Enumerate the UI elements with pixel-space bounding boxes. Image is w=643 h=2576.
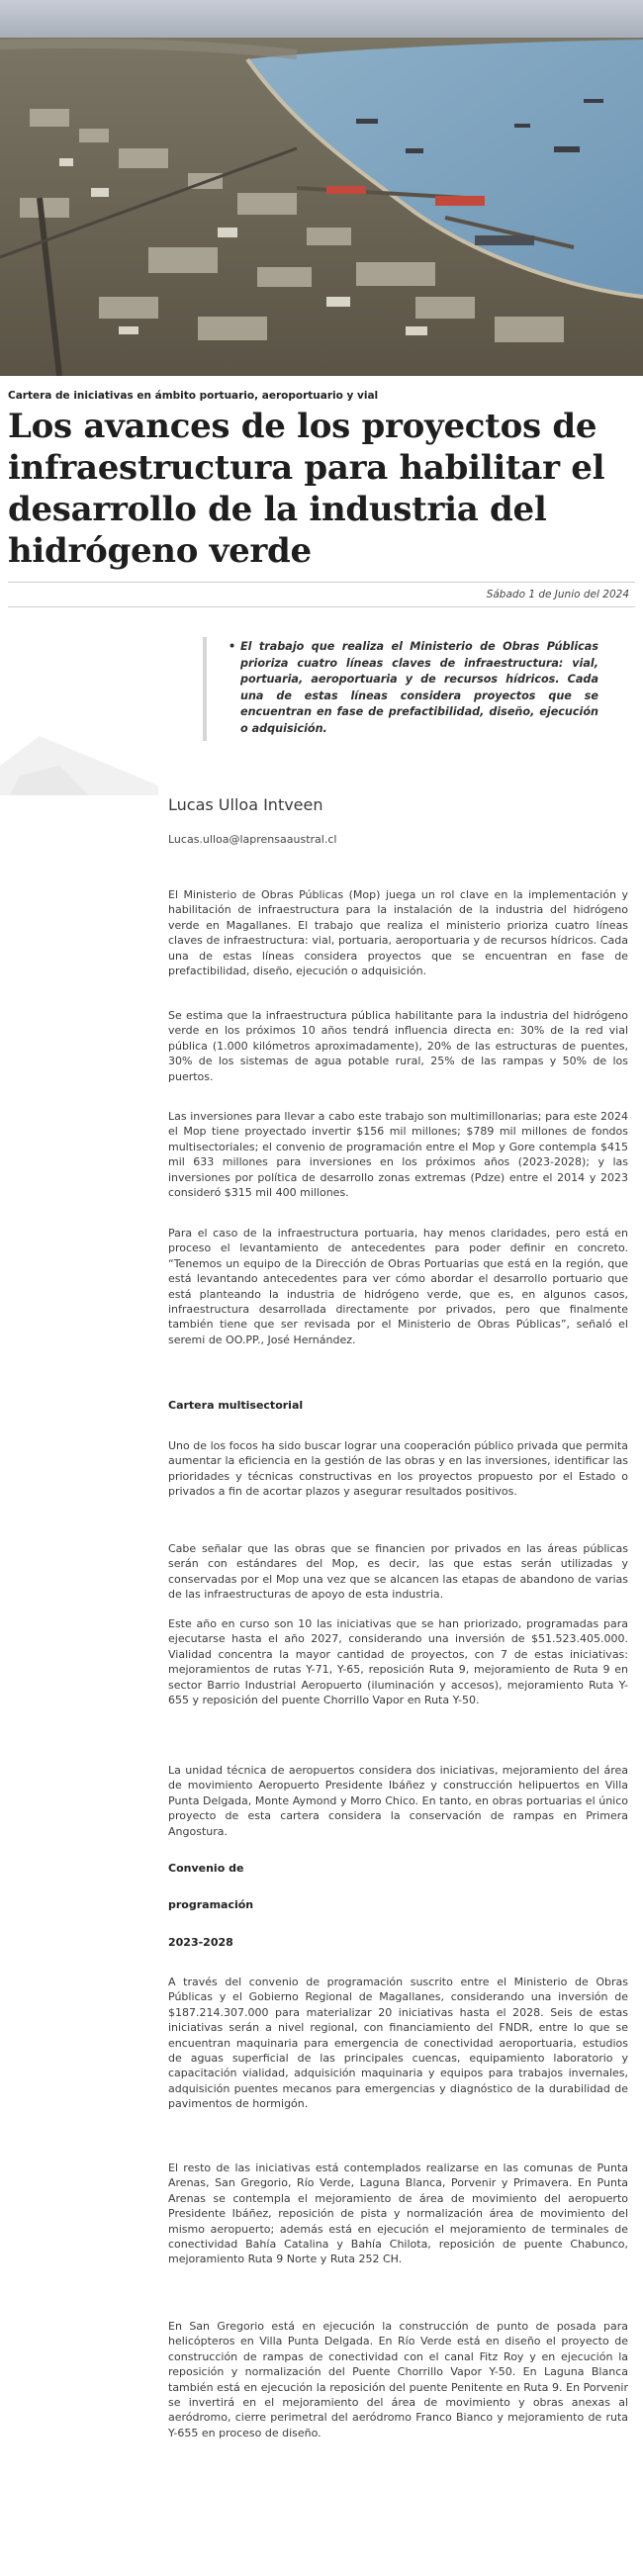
article-lead: • El trabajo que realiza el Ministerio de Obras Públicas prioriza cuatro líneas claves de infraestructura: vial, portuaria, aeroportuaria y de recursos hídricos. Cada una de estas líneas considera proyectos que se encuentran en fase de prefactibilidad, diseño, ejecución o adquisición. <box>240 639 598 737</box>
paragraph-8: La unidad técnica de aeropuertos considera dos iniciativas, mejoramiento del área de movimiento Aeropuerto Presidente Ibáñez y construcción helipuertos en Villa Punta Delgada, Monte Aymond y Morro Chico. En tanto, en obras portuarias el único proyecto de esta cartera considera la conservación de rampas en Primera Angostura. <box>168 1764 628 1838</box>
subheading-cartera: Cartera multisectorial <box>168 1399 304 1412</box>
paragraph-3: Las inversiones para llevar a cabo este trabajo son multimillonarias; para este 2024 el Mop tiene proyectado invertir $156 mil millones; $789 mil millones de fondos multisectoriales; el convenio de programación entre el Mop y Gore contempla $415 mil 633 millones para inversiones en los próximos años (2023-2028); y las inversiones por política de desarrollo zonas extremas (Pdze) entre el 2014 y 2023 consideró $315 mil 400 millones. <box>168 1110 628 1200</box>
subheading-convenio: Convenio de <box>168 1862 244 1875</box>
article-lead-quote <box>203 637 598 741</box>
paragraph-9: A través del convenio de programación suscrito entre el Ministerio de Obras Públicas y el Gobierno Regional de Magallanes, considerando una inversión de $187.214.307.000 para materializar 20 iniciativas hasta el 2028. Seis de estas iniciativas serán a nivel regional, con financiamiento del FNDR, entre lo que se encuentran maquinaria para emergencia de conectividad aeroportuaria, estudios de aguas superficial de las principales cuencas, equipamiento laboratorio y capacitación vialidad, adquisición maquinaria y equipos para trabajos invernales, adquisición puentes mecanos para emergencias y diagnóstico de la durabilidad de pavimentos de hormigón. <box>168 1976 628 2111</box>
aerial-port-image <box>0 0 643 376</box>
hero-photo <box>0 0 643 376</box>
paragraph-10: El resto de las iniciativas está contemplados realizarse en las comunas de Punta Arenas, San Gregorio, Río Verde, Laguna Blanca, Porvenir y Primavera. En Punta Arenas se contempla el mejoramiento de área de movimiento del aeropuerto Presidente Ibáñez, reposición de pista y normalización área de movimiento del mismo aeropuerto; además está en ejecución el mejoramiento de terminales de conectividad Bahía Catalina y Bahía Chilota, reposición de puente Chabunco, mejoramiento Ruta 9 Norte y Ruta 252 CH. <box>168 2162 628 2266</box>
paragraph-1: El Ministerio de Obras Públicas (Mop) juega un rol clave en la implementación y habilitación de infraestructura para la instalación de la industria del hidrógeno verde en Magallanes. El trabajo que realiza el ministerio prioriza cuatro líneas claves de infraestructura: vial, portuaria, aeroportuaria y de recursos hídricos. Cada una de estas líneas considera proyectos que se encuentran en fase de prefactibilidad, diseño, ejecución o adquisición. <box>168 888 628 978</box>
article-date-bar <box>8 582 635 607</box>
paragraph-5: Uno de los focos ha sido buscar lograr una cooperación público privada que permita aumentar la eficiencia en la gestión de las obras y en las inversiones, identificar las prioridades y técnicas constructivas en los proyectos propuesto por el Estado o privados a fin de acortar plazos y asegurar resultados positivos. <box>168 1439 628 1499</box>
article-body <box>0 785 643 2576</box>
author-email[interactable]: Lucas.ulloa@laprensaaustral.cl <box>168 833 337 846</box>
subheading-programacion: programación <box>168 1898 254 1911</box>
paragraph-6: Cabe señalar que las obras que se financien por privados en las áreas públicas serán con estándares del Mop, es decir, las que estas serán utilizadas y conservadas por el Mop una vez que se alcancen las etapas de abandono de varias de las infraestructuras de apoyo de esta industria. <box>168 1542 628 1602</box>
author-name: Lucas Ulloa Intveen <box>168 795 323 814</box>
subheading-years: 2023-2028 <box>168 1936 233 1949</box>
paragraph-7: Este año en curso son 10 las iniciativas que se han priorizado, programadas para ejecutarse hasta el año 2027, considerando una inversión de $51.523.405.000. Vialidad concentra la mayor cantidad de proyectos, con 7 de estas iniciativas: mejoramientos de rutas Y-71, Y-65, reposición Ruta 9, mejoramiento de Ruta 9 en sector Barrio Industrial Aeropuerto (iluminación y accesos), mejoramiento Ruta Y-655 y reposición del puente Chorrillo Vapor en Ruta Y-50. <box>168 1617 628 1707</box>
article-date: Sábado 1 de Junio del 2024 <box>486 589 629 600</box>
decorative-shape <box>0 706 158 795</box>
paragraph-4: Para el caso de la infraestructura portuaria, hay menos claridades, pero está en proceso el levantamiento de antecedentes para poder definir en concreto. “Tenemos un equipo de la Dirección de Obras Portuarias que está en la región, que está levantando antecedentes para ver cómo abordar el desarrollo portuario que está planteando la industria de hidrógeno verde, que es, en algunos casos, infraestructura desarrollada directamente por privados, pero que finalmente también tiene que ser revisada por el Ministerio de Obras Públicas”, señaló el seremi de OO.PP., José Hernández. <box>168 1227 628 1346</box>
paragraph-11: En San Gregorio está en ejecución la construcción de punto de posada para helicópteros en Villa Punta Delgada. En Río Verde está en diseño el proyecto de construcción de rampas de conectividad con el canal Fitz Roy y en ejecución la reposición y normalización del Puente Chorrillo Vapor Y-50. En Laguna Blanca también está en ejecución la reposición del puente Penitente en Ruta 9. En Porvenir se invertirá en el mejoramiento del área de movimiento y obras anexas al aeródromo, cierre perimetral del aeródromo Franco Bianco y mejoramiento de ruta Y-655 en proceso de diseño. <box>168 2320 628 2439</box>
article-title: Los avances de los proyectos de infraestructura para habilitar el desarrollo de la industria del hidrógeno verde <box>8 407 605 571</box>
paragraph-2: Se estima que la infraestructura pública habilitante para la industria del hidrógeno verde en los próximos 10 años tendrá influencia directa en: 30% de la red vial pública (1.000 kilómetros aproximadamente), 20% de las estructuras de puentes, 30% de los sistemas de agua potable rural, 25% de las rampas y 50% de los puertos. <box>168 1009 628 1083</box>
article-kicker: Cartera de iniciativas en ámbito portuario, aeroportuario y vial <box>8 390 379 402</box>
article-lead-section <box>0 637 643 785</box>
